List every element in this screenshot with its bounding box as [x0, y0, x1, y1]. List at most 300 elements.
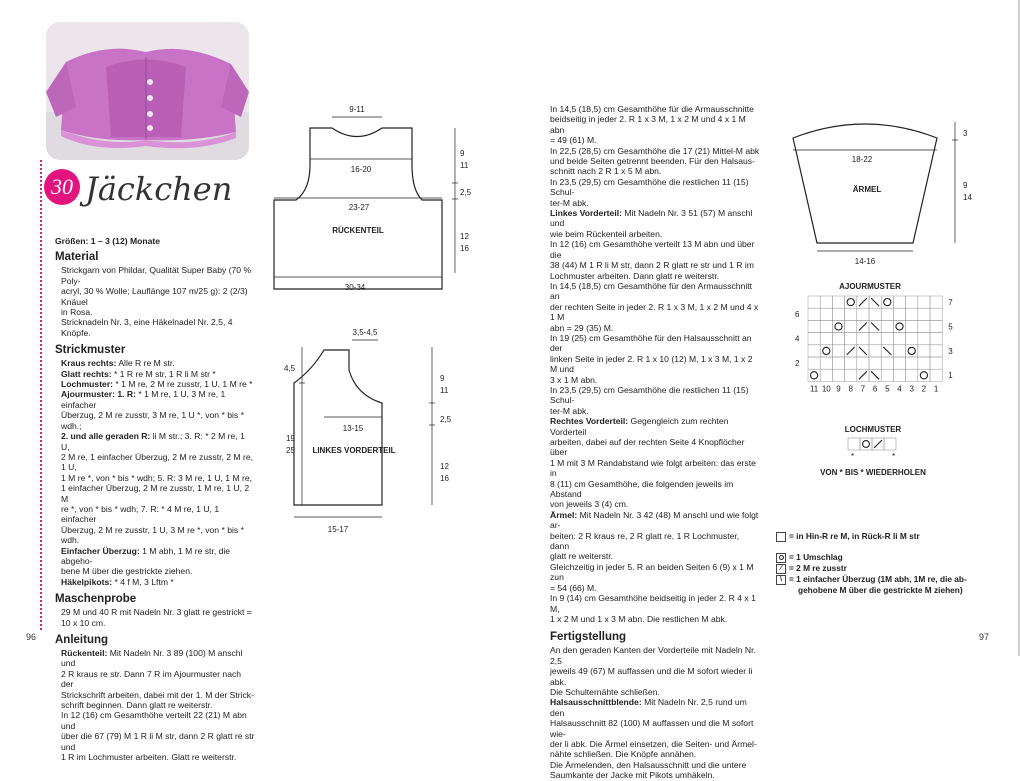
- anleitung-heading: Anleitung: [55, 634, 109, 646]
- line-text: 2 M re, 1 einfacher Überzug, 2 M re zusstr, 2 M re, 1 U,: [61, 451, 253, 473]
- chart-cell: [832, 369, 844, 381]
- chart-cell: [893, 308, 905, 320]
- line-text: Gleichzeitig in jeder 5. R an beiden Seiten 6 (9) x 1 M zun: [550, 561, 754, 583]
- front-right-dim-3a: 12: [440, 462, 449, 471]
- sleeve-top-width: 18-22: [851, 155, 873, 164]
- skp-icon: \: [776, 575, 786, 585]
- chart-cell: [881, 333, 893, 345]
- text-line: [61, 525, 255, 546]
- text-line: [61, 752, 255, 762]
- chart-cell: [820, 333, 832, 345]
- line-text: Mit Nadeln Nr. 3 89 (100) M anschl und: [61, 648, 243, 669]
- chart-cell: [918, 369, 930, 381]
- fertigstellung-text: [550, 645, 760, 780]
- line-text: In 14,5 (18,5) cm Gesamthöhe für die Armausschnitte: [550, 104, 754, 114]
- line-text: von jeweils 3 (4) cm.: [550, 499, 629, 510]
- chart-cell: [906, 345, 918, 357]
- front-left-dim-1: 4,5: [284, 364, 296, 373]
- material-heading: Material: [55, 251, 99, 264]
- line-text: * 4 f M, 3 Lftm *: [112, 576, 174, 587]
- line-text: jeweils 49 (67) M auffassen und die M sofort wieder li abk.: [550, 666, 753, 687]
- bold-lead: Glatt rechts:: [61, 368, 112, 379]
- column-label: 11: [809, 384, 819, 394]
- front-right-dim-1b: 11: [440, 386, 449, 395]
- text-line: [61, 369, 255, 379]
- chart-cell: [930, 308, 942, 320]
- text-line: [61, 546, 255, 567]
- sleeve-outline: [793, 124, 937, 243]
- column-label: 6: [872, 384, 878, 394]
- legend-row: [776, 574, 1001, 585]
- line-text: glatt re weiterstr.: [550, 551, 614, 562]
- k2tog-icon: [847, 347, 855, 355]
- chart-cell: [832, 308, 844, 320]
- text-line: [550, 281, 760, 302]
- bold-lead: Einfacher Überzug:: [61, 545, 140, 556]
- line-text: Alle R re M str.: [116, 358, 175, 369]
- text-line: [550, 666, 760, 687]
- line-text: In 19 (25) cm Gesamthöhe für den Halsausschnitt an der: [550, 332, 752, 354]
- line-text: li M str.; 3. R: * 2 M re, 1 U,: [61, 431, 245, 452]
- text-line: [61, 566, 255, 576]
- chart-cell: [808, 308, 820, 320]
- legend-text: = 1 einfacher Überzug (1M abh, 1M re, die ab-: [789, 574, 967, 584]
- back-right-dim-2: 2,5: [460, 188, 472, 197]
- chart-cell: [845, 320, 857, 332]
- text-line: [550, 760, 760, 770]
- yarn-over-icon: [896, 323, 903, 330]
- text-line: [550, 166, 760, 176]
- chart-cell: [881, 308, 893, 320]
- chart-cell: [918, 308, 930, 320]
- yarn-over-icon: [823, 347, 830, 354]
- sleeve-bottom-width: 14-16: [854, 257, 876, 266]
- sleeve-name: ÄRMEL: [852, 185, 882, 194]
- bold-lead: Linkes Vorderteil:: [550, 208, 622, 219]
- text-line: [61, 577, 255, 587]
- front-top-width: 3,5-4,5: [352, 328, 378, 337]
- front-piece-outline: [294, 350, 382, 505]
- left-column: [55, 236, 255, 762]
- bold-lead: Halsausschnittblende:: [550, 697, 642, 708]
- loch-star-1: *: [851, 452, 855, 461]
- strickmuster-text: [55, 358, 255, 587]
- loch-title: LOCHMUSTER: [844, 425, 902, 434]
- column-label: 1: [933, 384, 939, 394]
- text-line: [550, 208, 760, 229]
- line-text: beiten: 2 R kraus re, 2 R glatt re, 1 R Lochmuster, dann: [550, 530, 740, 552]
- line-text: Überzug, 2 M re zusstr, 1 U, 3 M re *, von * bis * wdh.: [61, 524, 244, 546]
- chart-cell: [893, 369, 905, 381]
- yarn-over-icon: [847, 299, 854, 306]
- line-text: und beide Seiten getrennt beenden. Für den Halsaus-: [550, 156, 755, 167]
- chart-cell: [808, 369, 820, 381]
- chart-cell: [808, 296, 820, 308]
- column-label: 4: [897, 384, 902, 394]
- text-line: [550, 416, 760, 437]
- column-label: 9: [836, 384, 841, 394]
- legend-text: = in Hin-R re M, in Rück-R li M str: [789, 531, 920, 541]
- line-text: In 14,5 (18,5) cm Gesamthöhe für den Armausschnitt an: [550, 280, 753, 302]
- text-line: [61, 358, 255, 368]
- k2tog-icon: [874, 440, 882, 448]
- line-text: der li abk. Die Ärmel einsetzen, die Seiten- und Ärmel-: [550, 738, 757, 749]
- text-line: [61, 389, 255, 410]
- row-label: 1: [948, 371, 953, 381]
- ajour-title: AJOURMUSTER: [839, 282, 901, 291]
- text-line: [550, 770, 760, 780]
- text-line: [550, 156, 760, 166]
- front-mid-width: 13-15: [342, 424, 364, 433]
- text-line: [61, 473, 255, 483]
- front-left-dim-2b: 25: [286, 446, 295, 455]
- chart-cell: [918, 357, 930, 369]
- chart-cell: [869, 357, 881, 369]
- text-line: [550, 697, 760, 718]
- line-text: 1 R im Lochmuster arbeiten. Glatt re weiterstr.: [61, 752, 237, 763]
- pattern-number-badge: 30: [44, 169, 80, 205]
- back-right-dim-3a: 12: [460, 232, 469, 241]
- text-line: [61, 710, 255, 731]
- text-line: acryl, 30 % Wolle; Lauflänge 107 m/25 g): 2 (2/3) Knäuel: [61, 286, 248, 307]
- chart-cell: [930, 333, 942, 345]
- text-line: [550, 302, 760, 323]
- schematic-diagrams: [262, 95, 487, 540]
- line-text: 1 M abh, 1 M re str, die abgeho-: [61, 545, 231, 566]
- anleitung-text: [55, 648, 255, 762]
- chart-cell: [906, 357, 918, 369]
- line-text: nähte schließen. Die Knöpfe annähen.: [550, 749, 697, 760]
- line-text: Die Schulternähte schließen.: [550, 686, 660, 697]
- line-text: Mit Nadeln Nr. 3 51 (57) M anschl und: [550, 208, 753, 229]
- text-line: [550, 749, 760, 759]
- sleeve-right-dim-2b: 14: [963, 193, 972, 202]
- row-label: 2: [795, 359, 800, 368]
- text-line: [61, 690, 255, 700]
- chart-cell: [918, 320, 930, 332]
- chart-cell: [881, 296, 893, 308]
- legend-continuation: gehobene M über die gestrickte M ziehen): [798, 585, 963, 595]
- chart-cell: [820, 345, 832, 357]
- row-label: 5: [948, 322, 953, 332]
- chart-cell: [906, 333, 918, 345]
- line-text: linken Seite in jeder 2. R 1 x 10 (12) M, 1 x 3 M, 1 x 2 M und: [550, 353, 753, 375]
- skp-icon: [883, 347, 891, 355]
- line-text: Die Ärmelenden, den Halsausschnitt und die untere: [550, 759, 747, 770]
- text-line: [550, 229, 760, 239]
- chart-cell: [893, 357, 905, 369]
- chart-cell: [906, 296, 918, 308]
- chart-cell: [857, 333, 869, 345]
- lochmuster-chart: [800, 421, 950, 483]
- chart-cell: [820, 296, 832, 308]
- line-text: Strickschrift arbeiten, dabei mit der 1. M der Strick-: [61, 689, 254, 700]
- line-text: 1 einfacher Überzug, 2 M re zusstr, 1 M re, 1 U, 2 M: [61, 483, 250, 504]
- k2tog-icon: ⁄: [776, 564, 786, 574]
- text-line: [550, 260, 760, 270]
- line-text: der rechten Seite in jeder 2. R 1 x 3 M, 1 x 2 M und 4 x 1 M: [550, 301, 759, 323]
- line-text: schnitt nach 2 R 1 x 5 M abn.: [550, 166, 662, 177]
- page-number-right: 97: [979, 632, 990, 642]
- column-label: 8: [848, 384, 853, 394]
- line-text: Halsausschnitt 82 (100) M auffassen und die M sofort wie-: [550, 718, 754, 739]
- line-text: Lochmuster arbeiten. Dann glatt re weiterstr.: [550, 270, 720, 281]
- legend-row: [776, 563, 1001, 574]
- back-piece-name: RÜCKENTEIL: [332, 226, 384, 235]
- sleeve-diagram: [785, 118, 985, 268]
- legend-text: = 1 Umschlag: [789, 552, 843, 562]
- line-text: * 1 M re, 1 U, 3 M re, 1 einfacher: [61, 389, 226, 410]
- yarn-over-icon: [920, 372, 927, 379]
- instructions-continued: [550, 104, 760, 624]
- text-line: [550, 333, 760, 354]
- ajourmuster-chart: [790, 278, 960, 400]
- skp-icon: [871, 323, 879, 331]
- fertigstellung-heading: Fertigstellung: [550, 631, 627, 644]
- strickmuster-heading: Strickmuster: [55, 344, 126, 357]
- chart-cell: [881, 357, 893, 369]
- text-line: [550, 406, 760, 416]
- chart-cell: [918, 296, 930, 308]
- column-label: 3: [909, 384, 914, 394]
- line-text: über die 67 (79) M 1 R li M str, dann 2 R glatt re str und: [61, 731, 255, 752]
- chart-cell: [893, 296, 905, 308]
- line-text: 8 (11) cm Gesamthöhe, die folgenden jeweils im Abstand: [550, 478, 734, 500]
- line-text: 2 R kraus re str. Dann 7 R im Ajourmuster nach der: [61, 668, 242, 690]
- text-line: 29 M und 40 R mit Nadeln Nr. 3 glatt re gestrickt =: [61, 607, 252, 618]
- line-text: * 1 M re, 2 M re zusstr, 1 U, 1 M re *: [113, 379, 253, 390]
- material-text: [55, 265, 255, 338]
- line-text: In 22,5 (28,5) cm Gesamthöhe die 17 (21) Mittel-M abk: [550, 145, 760, 156]
- legend-text: = 2 M re zusstr: [789, 563, 847, 573]
- bold-lead: Ärmel:: [550, 509, 578, 520]
- text-line: [550, 718, 760, 739]
- chart-cell: [869, 333, 881, 345]
- back-upper-width: 16-20: [350, 165, 372, 174]
- line-text: abn = 29 (35) M.: [550, 322, 614, 333]
- bold-lead: 2. und alle geraden R:: [61, 431, 151, 442]
- row-label: 4: [795, 334, 800, 344]
- chart-cell: [820, 320, 832, 332]
- chart-cell: [832, 320, 844, 332]
- back-mid-width: 23-27: [348, 203, 370, 212]
- text-line: [550, 135, 760, 145]
- chart-cell: [832, 345, 844, 357]
- chart-cell: [893, 320, 905, 332]
- back-top-width: 9-11: [349, 105, 365, 114]
- k2tog-icon: [859, 323, 867, 331]
- line-text: 1 M mit 3 M Randabstand wie folgt arbeiten: das erste in: [550, 457, 756, 479]
- text-line: [550, 385, 760, 406]
- text-line: [61, 483, 255, 504]
- chart-cell: [845, 333, 857, 345]
- skp-icon: [859, 347, 867, 355]
- text-line: 10 x 10 cm.: [61, 617, 106, 628]
- chart-cell: [930, 320, 942, 332]
- row-label: 6: [795, 310, 800, 320]
- text-line: Strickgarn von Phildar, Qualität Super Baby (70 % Poly-: [61, 265, 252, 286]
- sleeve-right-dim-2a: 9: [963, 181, 968, 190]
- line-text: = 54 (66) M.: [550, 582, 597, 593]
- chart-cell: [808, 333, 820, 345]
- line-text: 1 x 2 M und 1 x 3 M abn. Die restlichen M abk.: [550, 613, 728, 624]
- sleeve-right-dim-1: 3: [963, 129, 968, 138]
- line-text: In 12 (16) cm Gesamthöhe verteilt 22 (21) M abn und: [61, 710, 247, 731]
- k2tog-icon: [859, 298, 867, 306]
- empty-square-icon: [776, 532, 786, 542]
- skp-icon: [871, 298, 879, 306]
- ajour-grid: [808, 296, 942, 381]
- text-line: [61, 431, 255, 452]
- text-line: [61, 452, 255, 473]
- ajour-labels: [795, 298, 953, 393]
- line-text: ter-M abk.: [550, 197, 589, 208]
- bold-lead: Rückenteil:: [61, 648, 108, 658]
- chart-cell: [832, 296, 844, 308]
- text-line: [550, 510, 760, 531]
- chart-cell: [930, 345, 942, 357]
- text-line: [550, 437, 760, 458]
- product-photo: [46, 22, 249, 160]
- line-text: In 23,5 (29,5) cm Gesamthöhe die restlichen 11 (15) Schul-: [550, 176, 749, 198]
- sizes-line: Größen: 1 – 3 (12) Monate: [55, 236, 161, 246]
- skp-icon: [871, 371, 879, 379]
- text-line: [550, 531, 760, 552]
- bold-lead: Rechtes Vorderteil:: [550, 416, 629, 427]
- line-text: schrift beginnen. Dann glatt re weiterstr.: [61, 700, 213, 711]
- bold-lead: Ajourmuster: 1. R:: [61, 389, 136, 400]
- chart-cell: [808, 345, 820, 357]
- chart-cell: [930, 296, 942, 308]
- yarn-over-icon: [863, 441, 870, 448]
- text-line: [550, 239, 760, 260]
- chart-cell: [820, 369, 832, 381]
- line-text: re *, von * bis * wdh; 7. R: * 4 M re, 1 U, 1 einfacher: [61, 503, 220, 525]
- yarn-over-icon: [811, 372, 818, 379]
- front-piece-name: LINKES VORDERTEIL: [312, 446, 396, 455]
- chart-cell: [820, 308, 832, 320]
- chart-cell: [832, 357, 844, 369]
- line-text: Überzug, 2 M re zusstr, 3 M re, 1 U *, von * bis * wdh.;: [61, 410, 244, 431]
- front-left-dim-2a: 19: [286, 434, 295, 443]
- pattern-title: Jäckchen: [85, 170, 233, 208]
- text-line: [61, 669, 255, 690]
- front-right-dim-2: 2,5: [440, 415, 452, 424]
- jacket-illustration: [46, 22, 249, 160]
- line-text: arbeiten, dabei auf der rechten Seite 4 Knopflöcher über: [550, 437, 745, 458]
- bold-lead: Häkelpikots:: [61, 576, 113, 587]
- bold-lead: Kraus rechts:: [61, 358, 117, 369]
- text-line: [550, 198, 760, 208]
- line-text: In 9 (14) cm Gesamthöhe beidseitig in jeder 2. R 4 x 1 M,: [550, 593, 756, 614]
- front-right-dim-1a: 9: [440, 374, 445, 383]
- text-line: [550, 687, 760, 697]
- line-text: * 1 R re M str, 1 R li M str *: [111, 368, 216, 379]
- text-line: [61, 648, 255, 669]
- chart-cell: [893, 333, 905, 345]
- chart-cell: [857, 308, 869, 320]
- yarn-over-icon: [835, 323, 842, 330]
- bold-lead: Lochmuster:: [61, 379, 114, 390]
- chart-cell: [820, 357, 832, 369]
- text-line: [550, 499, 760, 509]
- text-line: [61, 379, 255, 389]
- text-line: [61, 504, 255, 525]
- row-label: 7: [948, 298, 953, 307]
- yarn-over-icon: [908, 347, 915, 354]
- text-line: [550, 323, 760, 333]
- maschenprobe-heading: Maschenprobe: [55, 593, 137, 606]
- line-text: 1 M re *, von * bis * wdh; 5. R: 3 M re, 1 U, 1 M re,: [61, 472, 253, 483]
- text-line: [550, 146, 760, 156]
- back-right-dim-1a: 9: [460, 149, 465, 158]
- text-line: [61, 410, 255, 431]
- chart-cell: [845, 369, 857, 381]
- chart-cell: [832, 333, 844, 345]
- chart-cell: [845, 357, 857, 369]
- chart-cell: [857, 357, 869, 369]
- chart-cell: [869, 308, 881, 320]
- chart-cell: [881, 369, 893, 381]
- chart-cell: [906, 308, 918, 320]
- line-text: In 23,5 (29,5) cm Gesamthöhe die restlichen 11 (15) Schul-: [550, 384, 749, 406]
- line-text: wie beim Rückenteil arbeiten.: [550, 228, 663, 239]
- maschenprobe-text: [55, 607, 255, 628]
- text-line: [550, 375, 760, 385]
- symbol-legend: [776, 531, 1001, 596]
- text-line: [550, 739, 760, 749]
- chart-cell: [918, 333, 930, 345]
- text-line: [550, 104, 760, 114]
- line-text: = 49 (61) M.: [550, 135, 597, 146]
- column-label: 2: [921, 384, 927, 394]
- chart-cell: [893, 345, 905, 357]
- chart-cell: [918, 345, 930, 357]
- back-right-dim-1b: 11: [460, 161, 469, 170]
- chart-cell: [930, 369, 942, 381]
- chart-cell: [845, 296, 857, 308]
- line-text: In 12 (16) cm Gesamthöhe verteilt 13 M abn und über die: [550, 239, 755, 260]
- back-bottom-width: 30-34: [344, 283, 366, 292]
- text-line: [550, 354, 760, 375]
- line-text: An den geraden Kanten der Vorderteile mit Nadeln Nr. 2,5: [550, 645, 756, 666]
- line-text: Mit Nadeln Nr. 2,5 rund um den: [550, 697, 747, 718]
- legend-row: [776, 531, 1001, 542]
- front-bottom-width: 15-17: [327, 525, 349, 534]
- text-line: [550, 271, 760, 281]
- chart-cell: [930, 357, 942, 369]
- text-line: [550, 583, 760, 593]
- decorative-dotted-line: [40, 160, 42, 630]
- loch-note: VON * BIS * WIEDERHOLEN: [820, 468, 926, 477]
- loch-star-2: *: [892, 452, 896, 461]
- line-text: Gegengleich zum rechten Vorderteil: [550, 416, 729, 437]
- line-text: 38 (44) M 1 R li M str, dann 2 R glatt re str und 1 R im: [550, 260, 754, 271]
- chart-cell: [808, 357, 820, 369]
- text-line: [550, 593, 760, 614]
- chart-cell: [906, 320, 918, 332]
- text-line: Stricknadeln Nr. 3, eine Häkelnadel Nr. 2,5, 4 Knöpfe.: [61, 317, 233, 338]
- line-text: ter-M abk.: [550, 405, 589, 416]
- yarn-over-icon: [884, 299, 891, 306]
- text-line: in Rosa.: [61, 307, 93, 318]
- text-line: [550, 458, 760, 479]
- page-number-left: 96: [26, 632, 37, 642]
- line-text: Mit Nadeln Nr. 3 42 (48) M anschl und wie folgt ar-: [550, 509, 759, 531]
- front-right-dim-3b: 16: [440, 474, 449, 483]
- yarn-over-icon: [776, 553, 786, 563]
- middle-column: [550, 104, 760, 781]
